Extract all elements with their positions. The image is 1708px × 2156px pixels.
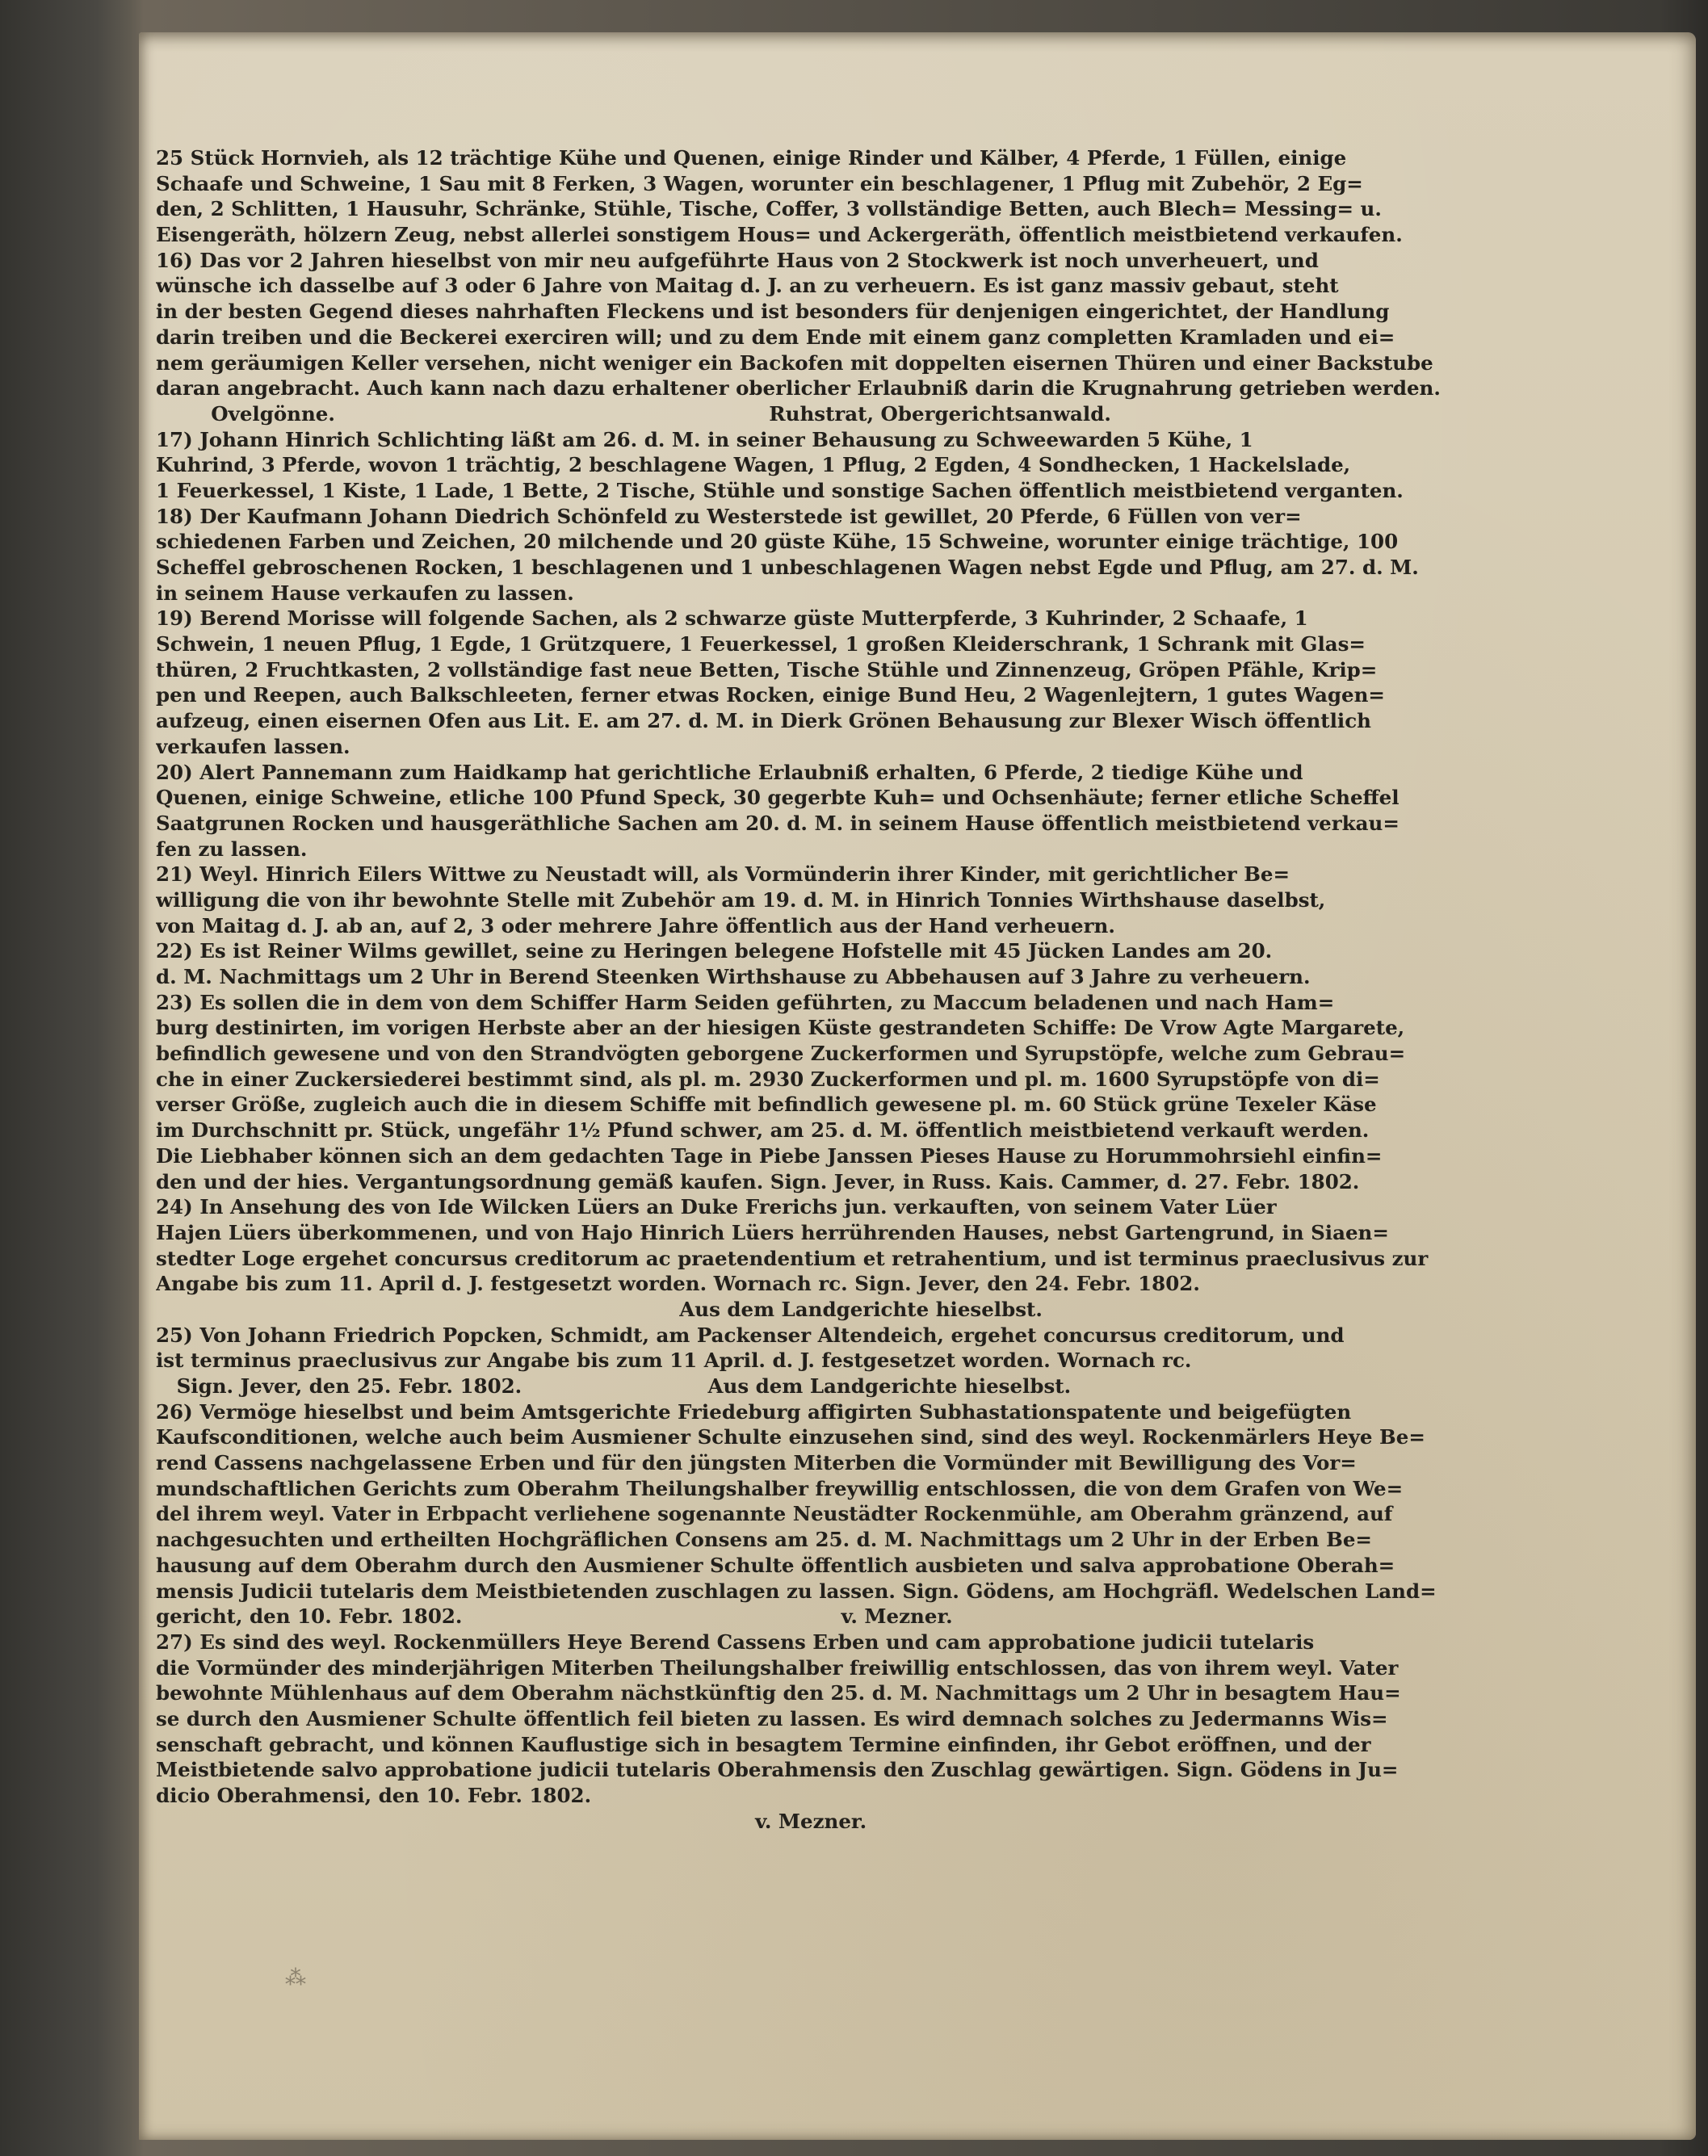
text-line: verkaufen lassen. — [156, 734, 350, 758]
text-line: del ihrem weyl. Vater in Erbpacht verliehene sogenannte Neustädter Rockenmühle, am Oberahm gränzend, auf — [156, 1502, 1393, 1526]
text-line: die Vormünder des minderjährigen Miterben Theilungshalber freiwillig entschlossen, das von ihrem weyl. Vater — [156, 1655, 1399, 1680]
text-line: Die Liebhaber können sich an dem gedachten Tage in Piebe Janssen Pieses Hause zu Horummohrsiehl einfin= — [156, 1143, 1383, 1168]
text-line: befindlich gewesene und von den Strandvögten geborgene Zuckerformen und Syrupstöpfe, welche zum Gebrau= — [156, 1042, 1406, 1066]
text-line: Saatgrunen Rocken und hausgeräthliche Sachen am 20. d. M. in seinem Hause öffentlich meistbietend verkau= — [156, 811, 1400, 835]
text-line: nem geräumigen Keller versehen, nicht weniger ein Backofen mit doppelten eisernen Thüren und einer Backstube — [156, 350, 1433, 375]
text-line: 26) Vermöge hieselbst und beim Amtsgerichte Friedeburg affigirten Subhastationspatente und beigefügten — [156, 1399, 1352, 1424]
text-line: Angabe bis zum 11. April d. J. festgesetzt worden. Wornach rc. Sign. Jever, den 24. Febr. 1802. — [156, 1272, 1200, 1296]
text-line: hausung auf dem Oberahm durch den Ausmiener Schulte öffentlich ausbieten und salva approbatione Oberah= — [156, 1553, 1395, 1577]
text-line: che in einer Zuckersiederei bestimmt sind, als pl. m. 2930 Zuckerformen und pl. m. 1600 Syrupstöpfe von di= — [156, 1067, 1380, 1091]
text-line: 17) Johann Hinrich Schlichting läßt am 26. d. M. in seiner Behausung zu Schweewarden 5 Kühe, 1 — [156, 427, 1253, 451]
text-line: den und der hies. Vergantungsordnung gemäß kaufen. Sign. Jever, in Russ. Kais. Cammer, d. 27. Febr. 1802. — [156, 1169, 1360, 1193]
text-line: 1 Feuerkessel, 1 Kiste, 1 Lade, 1 Bette, 2 Tische, Stühle und sonstige Sachen öffentlich meistbietend verganten. — [156, 478, 1404, 502]
text-line: v. Mezner. — [156, 1809, 867, 1833]
text-line: 23) Es sollen die in dem von dem Schiffer Harm Seiden geführten, zu Maccum beladenen und nach Ham= — [156, 990, 1335, 1014]
text-line: se durch den Ausmiener Schulte öffentlich feil bieten zu lassen. Es wird demnach solches zu Jedermanns Wis= — [156, 1706, 1388, 1730]
text-line: 25) Von Johann Friedrich Popcken, Schmidt, am Packenser Altendeich, ergehet concursus creditorum, und — [156, 1323, 1345, 1347]
text-line: 22) Es ist Reiner Wilms gewillet, seine zu Heringen belegene Hofstelle mit 45 Jücken Landes am 20. — [156, 939, 1273, 963]
text-line: nachgesuchten und ertheilten Hochgräflichen Consens am 25. d. M. Nachmittags um 2 Uhr in der Erben Be= — [156, 1528, 1372, 1552]
text-line: 21) Weyl. Hinrich Eilers Wittwe zu Neustadt will, als Vormünderin ihrer Kinder, mit gerichtlicher Be= — [156, 862, 1290, 887]
text-line: willigung die von ihr bewohnte Stelle mit Zubehör am 19. d. M. in Hinrich Tonnies Wirthshause daselbst, — [156, 887, 1326, 912]
text-line: Schwein, 1 neuen Pflug, 1 Egde, 1 Grützquere, 1 Feuerkessel, 1 großen Kleiderschrank, 1 Schrank mit Glas= — [156, 632, 1366, 656]
text-line: Quenen, einige Schweine, etliche 100 Pfund Speck, 30 gegerbte Kuh= und Ochsenhäute; ferner etliche Scheffel — [156, 786, 1400, 810]
text-line: rend Cassens nachgelassene Erben und für den jüngsten Miterben die Vormünder mit Bewilligung des Vor= — [156, 1451, 1357, 1475]
text-line: senschaft gebracht, und können Kauflustige sich in besagtem Termine einfinden, ihr Gebot eröffnen, und der — [156, 1732, 1371, 1756]
text-line: den, 2 Schlitten, 1 Hausuhr, Schränke, Stühle, Tische, Coffer, 3 vollständige Betten, auch Blech= Messing= u. — [156, 197, 1382, 221]
text-line: Sign. Jever, den 25. Febr. 1802. Aus dem Landgerichte hieselbst. — [156, 1374, 1072, 1398]
text-line: Ovelgönne. Ruhstrat, Obergerichtsanwald. — [156, 401, 1111, 426]
text-line: 25 Stück Hornvieh, als 12 trächtige Kühe und Quenen, einige Rinder und Kälber, 4 Pferde, 1 Füllen, einige — [156, 146, 1347, 170]
text-line: Kaufsconditionen, welche auch beim Ausmiener Schulte einzusehen sind, sind des weyl. Rockenmärlers Heye Be= — [156, 1425, 1425, 1449]
text-line: 27) Es sind des weyl. Rockenmüllers Heye Berend Cassens Erben und cam approbatione judicii tutelaris — [156, 1630, 1315, 1654]
text-line: mensis Judicii tutelaris dem Meistbietenden zuschlagen zu lassen. Sign. Gödens, am Hochgräfl. Wedelschen Land= — [156, 1579, 1437, 1603]
text-line: thüren, 2 Fruchtkasten, 2 vollständige fast neue Betten, Tische Stühle und Zinnenzeug, Gröpen Pfähle, Krip= — [156, 657, 1378, 682]
text-line: 19) Berend Morisse will folgende Sachen, als 2 schwarze güste Mutterpferde, 3 Kuhrinder, 2 Schaafe, 1 — [156, 606, 1308, 631]
text-line: 20) Alert Pannemann zum Haidkamp hat gerichtliche Erlaubniß erhalten, 6 Pferde, 2 tiedige Kühe und — [156, 760, 1303, 784]
text-line: Scheffel gebroschenen Rocken, 1 beschlagenen und 1 unbeschlagenen Wagen nebst Egde und Pflug, am 27. d. M. — [156, 556, 1419, 579]
text-line: dicio Oberahmensi, den 10. Febr. 1802. — [156, 1784, 592, 1807]
text-line: Kuhrind, 3 Pferde, wovon 1 trächtig, 2 beschlagene Wagen, 1 Pflug, 2 Egden, 4 Sondhecken, 1 Hackelslade, — [156, 453, 1351, 477]
text-line: aufzeug, einen eisernen Ofen aus Lit. E. am 27. d. M. in Dierk Grönen Behausung zur Blexer Wisch öffentlich — [156, 709, 1371, 733]
text-line: 18) Der Kaufmann Johann Diedrich Schönfeld zu Westerstede ist gewillet, 20 Pferde, 6 Füllen von ver= — [156, 504, 1302, 528]
text-line: verser Größe, zugleich auch die in diesem Schiffe mit befindlich gewesene pl. m. 60 Stück grüne Texeler Käse — [156, 1093, 1377, 1117]
text-line: darin treiben und die Beckerei exerciren will; und zu dem Ende mit einem ganz completten Kramladen und ei= — [156, 325, 1395, 349]
text-line: Aus dem Landgerichte hieselbst. — [156, 1297, 1043, 1321]
text-line: schiedenen Farben und Zeichen, 20 milchende und 20 güste Kühe, 15 Schweine, worunter einige trächtige, 100 — [156, 530, 1399, 554]
newspaper-text-column — [156, 145, 1634, 1834]
text-line: Schaafe und Schweine, 1 Sau mit 8 Ferken, 3 Wagen, worunter ein beschlagener, 1 Pflug mit Zubehör, 2 Eg= — [156, 171, 1363, 195]
text-line: stedter Loge ergehet concursus creditorum ac praetendentium et retrahentium, und ist terminus praeclusivus zur — [156, 1246, 1429, 1270]
text-line: 16) Das vor 2 Jahren hieselbst von mir neu aufgeführte Haus von 2 Stockwerk ist noch unverheuert, und — [156, 248, 1319, 272]
text-line: in der besten Gegend dieses nahrhaften Fleckens und ist besonders für denjenigen eingerichtet, der Handlung — [156, 300, 1390, 324]
text-line: im Durchschnitt pr. Stück, ungefähr 1½ Pfund schwer, am 25. d. M. öffentlich meistbietend verkauft werden. — [156, 1118, 1370, 1143]
text-line: burg destinirten, im vorigen Herbste aber an der hiesigen Küste gestrandeten Schiffe: De Vrow Agte Margarete, — [156, 1016, 1405, 1040]
text-line: von Maitag d. J. ab an, auf 2, 3 oder mehrere Jahre öffentlich aus der Hand verheuern. — [156, 913, 1115, 937]
pencil-marks: ⁂ — [285, 1966, 308, 1990]
text-line: mundschaftlichen Gerichts zum Oberahm Theilungshalber freywillig entschlossen, die von dem Grafen von We= — [156, 1476, 1404, 1500]
text-line: in seinem Hause verkaufen zu lassen. — [156, 581, 574, 605]
text-line: Meistbietende salvo approbatione judicii tutelaris Oberahmensis den Zuschlag gewärtigen. Sign. Gödens in Ju= — [156, 1758, 1399, 1782]
text-line: d. M. Nachmittags um 2 Uhr in Berend Steenken Wirthshause zu Abbehausen auf 3 Jahre zu verheuern. — [156, 965, 1311, 988]
text-line: wünsche ich dasselbe auf 3 oder 6 Jahre von Maitag d. J. an zu verheuern. Es ist ganz massiv gebaut, steht — [156, 274, 1339, 298]
text-line: daran angebracht. Auch kann nach dazu erhaltener oberlicher Erlaubniß darin die Krugnahrung getrieben werden. — [156, 376, 1441, 401]
text-line: Hajen Lüers überkommenen, und von Hajo Hinrich Lüers herrührenden Hauses, nebst Gartengrund, in Siaen= — [156, 1220, 1389, 1244]
text-line: Eisengeräth, hölzern Zeug, nebst allerlei sonstigem Hous= und Ackergeräth, öffentlich meistbietend verkaufen. — [156, 223, 1403, 247]
text-line: ist terminus praeclusivus zur Angabe bis zum 11 April. d. J. festgesetzet worden. Wornach rc. — [156, 1349, 1192, 1373]
text-line: bewohnte Mühlenhaus auf dem Oberahm nächstkünftig den 25. d. M. Nachmittags um 2 Uhr in besagtem Hau= — [156, 1681, 1401, 1705]
text-line: gericht, den 10. Febr. 1802. v. Mezner. — [156, 1604, 953, 1629]
text-line: fen zu lassen. — [156, 837, 308, 861]
text-line: pen und Reepen, auch Balkschleeten, ferner etwas Rocken, einige Bund Heu, 2 Wagenlejtern, 1 gutes Wagen= — [156, 683, 1385, 707]
text-line: 24) In Ansehung des von Ide Wilcken Lüers an Duke Frerichs jun. verkauften, von seinem Vater Lüer — [156, 1195, 1277, 1219]
